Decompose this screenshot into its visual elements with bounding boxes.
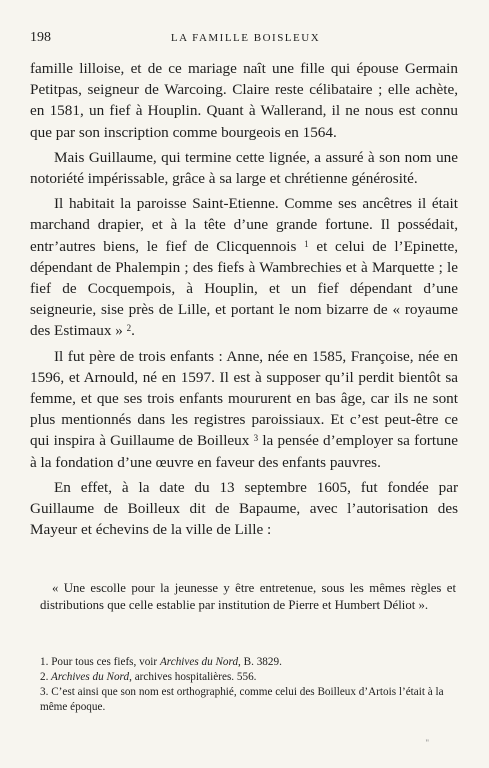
footnotes xyxy=(30,655,460,715)
footnote-2 xyxy=(30,670,460,685)
footnote-1-text-a: Pour tous ces fiefs, voir xyxy=(48,656,160,668)
page-header xyxy=(30,30,461,50)
footnote-1-number: 1. xyxy=(40,656,49,668)
footnote-2-text: , archives hospitalières. 556. xyxy=(129,671,257,683)
footnote-3 xyxy=(30,685,460,715)
paragraph-4 xyxy=(30,346,458,473)
footnote-3-number: 3. xyxy=(40,686,49,698)
footnote-1 xyxy=(30,655,460,670)
print-mark: " xyxy=(425,738,429,748)
paragraph-3-text-b: et celui de l’Epinette, dépendant de Phalempin ; des fiefs à Wambrechies et à Marquette ; le fief de Cocquempois, à Houplin, et un fief dépendant d’une seigneurie, sise près de Lille, et portant le nom bizarre de « royaume des Estimaux » xyxy=(30,237,458,340)
footnote-2-italic: Archives du Nord xyxy=(48,671,130,683)
body-text xyxy=(30,58,458,544)
paragraph-4-text-a: Il fut père de trois enfants : Anne, née en 1585, Françoise, née en 1596, et Arnould, né en 1597. Il est à supposer qu’il perdit bientôt sa femme, et que ses trois enfants moururent en bas âge, car ils ne sont plus mentionnés dans les registres paroissiaux. Et c’est peut-être ce qui inspira à Guillaume de Boilleux xyxy=(30,347,458,450)
footnote-ref-3: 3 xyxy=(253,433,259,444)
paragraph-3-text-a: Il habitait la paroisse Saint-Etienne. Comme ses ancêtres il était marchand drapier, et à la tête d’une grande fortune. Il possédait, entr’autres biens, le fief de Clicquennois xyxy=(30,195,458,255)
footnote-2-number: 2. xyxy=(40,671,49,683)
footnote-1-text-b: , B. 3829. xyxy=(238,656,282,668)
footnote-3-text: C’est ainsi que son nom est orthographié, comme celui des Boilleux d’Artois l’était à la même époque. xyxy=(40,686,444,713)
running-head: LA FAMILLE BOISLEUX xyxy=(170,32,321,44)
paragraph-3 xyxy=(30,193,458,341)
footnote-ref-2: 2 xyxy=(126,323,132,334)
paragraph-3-text-c: . xyxy=(131,322,135,340)
page-number: 198 xyxy=(30,30,51,45)
paragraph-5: En effet, à la date du 13 septembre 1605, fut fondée par Guillaume de Boilleux dit de Bapaume, avec l’autorisation des Mayeur et échevins de la ville de Lille : xyxy=(30,478,458,539)
block-quote: « Une escolle pour la jeunesse y être entretenue, sous les mêmes règles et distributions que celle establie par institution de Pierre et Humbert Déliot ». xyxy=(40,581,456,612)
paragraph-4-text-b: la pensée d’employer sa fortune à la fondation d’une œuvre en faveur des enfants pauvres. xyxy=(30,432,459,471)
footnote-ref-1: 1 xyxy=(304,238,309,249)
footnote-1-italic: Archives du Nord xyxy=(159,656,239,668)
paragraph-2: Mais Guillaume, qui termine cette lignée, a assuré à son nom une notoriété impérissable, grâce à sa large et chrétienne générosité. xyxy=(30,148,458,188)
paragraph-1: famille lilloise, et de ce mariage naît une fille qui épouse Germain Petitpas, seigneur de Warcoing. Claire reste célibataire ; elle achète, en 1581, un fief à Houplin. Quant à Wallerand, il ne nous est connu que par son inscription comme bourgeois en 1564. xyxy=(30,60,458,141)
